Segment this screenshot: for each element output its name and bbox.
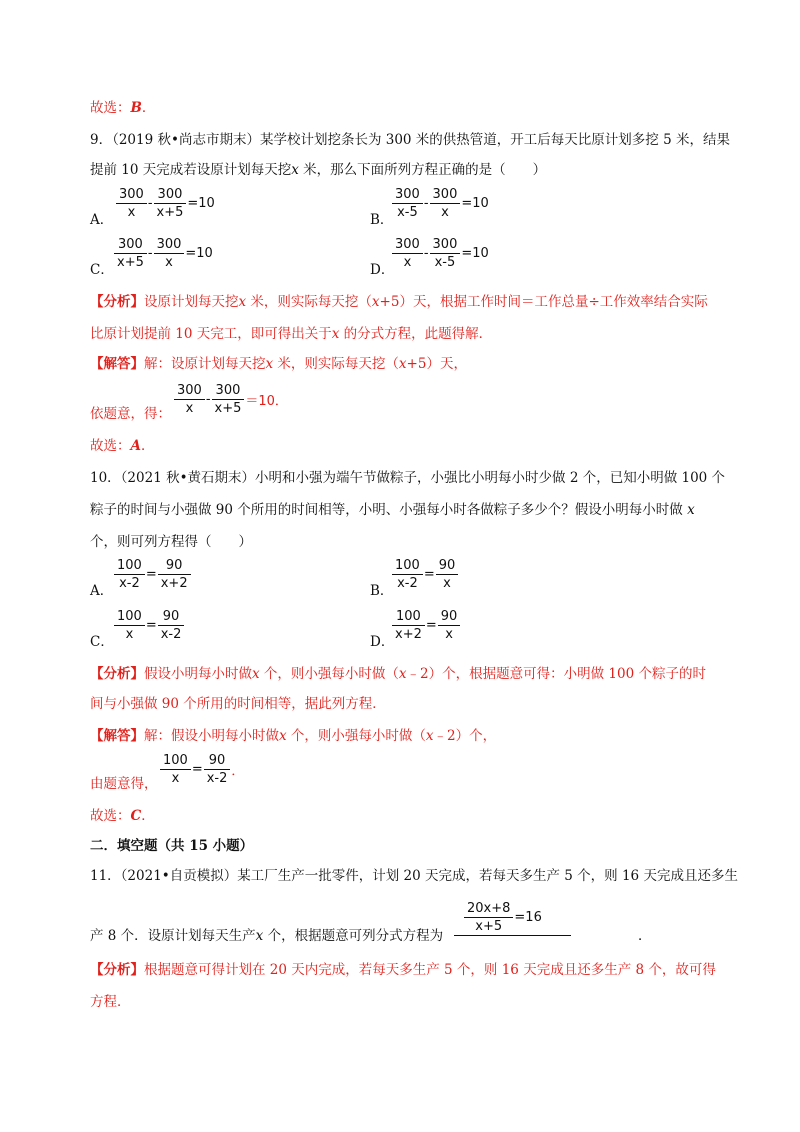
q10-stem-line2: 粽子的时间与小强做 90 个所用的时间相等，小明、小强每小时各做粽子多少个？假设小明每小时做 x — [90, 502, 695, 518]
fraction: $\frac{300}{x-5}$ — [392, 186, 423, 221]
q9-solution-line1: 【解答】解：设原计划每天挖x 米，则实际每天挖（x+5）天， — [90, 356, 467, 372]
q8-answer-line: 故选：B． — [90, 100, 156, 116]
section-title: 二．填空题（共 15 小题） — [90, 838, 254, 854]
fraction: $\frac{300}{x}$ — [154, 236, 185, 271]
q10-answer-line: 故选：C． — [90, 808, 155, 824]
q10-stem-line1: 10．（2021 秋•黄石期末）小明和小强为端午节做粽子，小强比小明每小时少做 2 个，已知小明做 100 个 — [90, 470, 726, 486]
q11-analysis-line1: 【分析】根据题意可得计划在 20 天内完成，若每天多生产 5 个，则 16 天完成且还多生产 8 个，故可得 — [90, 962, 716, 978]
fraction: $\frac{300}{x+5}$ — [114, 236, 147, 271]
fraction: $\frac{300}{x}$ — [430, 186, 461, 221]
q10-answer: C — [130, 808, 142, 824]
q10-analysis-line1: 【分析】假设小明每小时做x 个，则小强每小时做（x﹣2）个，根据题意可得：小明做 100 个粽子的时 — [90, 666, 706, 682]
fraction: $\frac{300}{x}$ — [392, 236, 423, 271]
q11-stem-line1: 11．（2021•自贡模拟）某工厂生产一批零件，计划 20 天完成，若每天多生产 5 个，则 16 天完成且还多生 — [90, 868, 738, 884]
q9-stem-line1: 9．（2019 秋•尚志市期末）某学校计划挖条长为 300 米的供热管道，开工后每天比原计划多挖 5 米，结果 — [90, 132, 730, 148]
fraction: $\frac{300}{x}$ — [116, 186, 147, 221]
q8-answer: B — [130, 100, 142, 116]
q9-answer-line: 故选：A． — [90, 438, 155, 454]
q9-analysis-line2: 比原计划提前 10 天完工，即可得出关于x 的分式方程，此题得解． — [90, 326, 493, 342]
fraction: $\frac{300}{x-5}$ — [430, 236, 461, 271]
q10-analysis-line2: 间与小强做 90 个所用的时间相等，据此列方程． — [90, 696, 386, 712]
q9-answer: A — [130, 438, 141, 454]
q10-solution-line1: 【解答】解：假设小明每小时做x 个，则小强每小时做（x﹣2）个， — [90, 728, 497, 744]
q10-stem-line3: 个，则可列方程得（ ） — [90, 534, 252, 550]
q9-analysis-line1: 【分析】设原计划每天挖x 米，则实际每天挖（x+5）天，根据工作时间＝工作总量÷工作效率结合实际 — [90, 294, 708, 310]
q11-analysis-line2: 方程． — [90, 994, 131, 1010]
fraction: $\frac{300}{x+5}$ — [154, 186, 187, 221]
q11-answer-blank: $\frac{20x+8}{x+5}$ =16 — [454, 900, 571, 936]
q9-stem-line2: 提前 10 天完成若设原计划每天挖x 米，那么下面所列方程正确的是（ ） — [90, 162, 547, 178]
